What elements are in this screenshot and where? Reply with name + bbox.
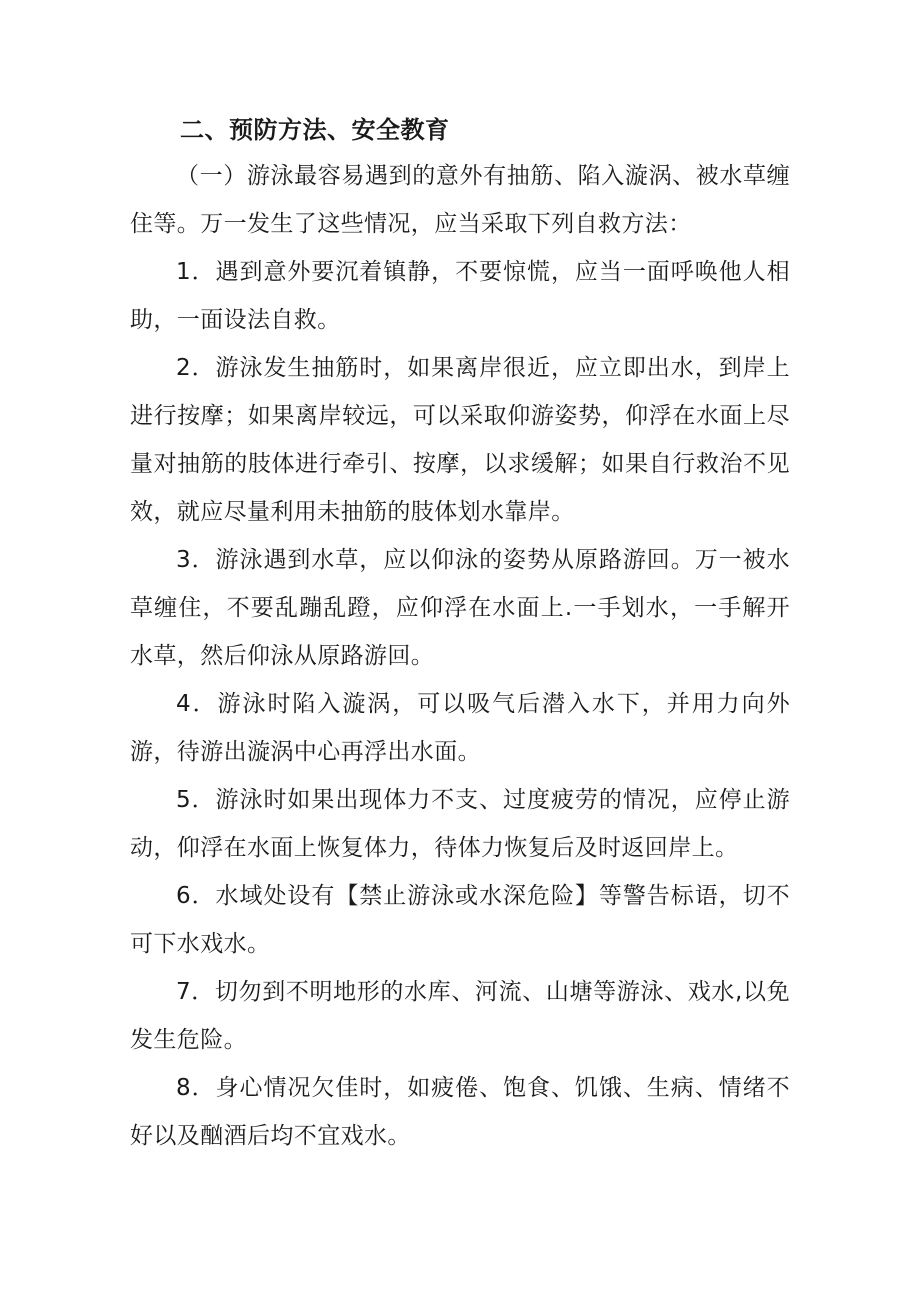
list-item: 5．游泳时如果出现体力不支、过度疲劳的情况，应停止游动，仰浮在水面上恢复体力，待体力恢复后及时返回岸上。 — [130, 787, 790, 861]
list-item: 6．水域处设有【禁止游泳或水深危险】等警告标语，切不可下水戏水。 — [130, 883, 790, 957]
intro-paragraph: （一）游泳最容易遇到的意外有抽筋、陷入漩涡、被水草缠住等。万一发生了这些情况，应当采取下列自救方法： — [130, 163, 790, 237]
list-item: 3．游泳遇到水草，应以仰泳的姿势从原路游回。万一被水草缠住，不要乱蹦乱蹬，应仰浮在水面上.一手划水，一手解开水草，然后仰泳从原路游回。 — [130, 547, 790, 669]
list-item: 8．身心情况欠佳时，如疲倦、饱食、饥饿、生病、情绪不好以及酗酒后均不宜戏水。 — [130, 1075, 790, 1149]
list-item: 2．游泳发生抽筋时，如果离岸很近，应立即出水，到岸上进行按摩；如果离岸较远，可以采取仰游姿势，仰浮在水面上尽量对抽筋的肢体进行牵引、按摩，以求缓解；如果自行救治不见效，就应尽量利用未抽筋的肢体划水靠岸。 — [130, 355, 790, 525]
list-item: 7．切勿到不明地形的水库、河流、山塘等游泳、戏水,以免发生危险。 — [130, 979, 790, 1053]
section-heading: 二、预防方法、安全教育 — [180, 116, 450, 144]
list-item: 4．游泳时陷入漩涡，可以吸气后潜入水下，并用力向外游，待游出漩涡中心再浮出水面。 — [130, 691, 790, 765]
list-item: 1．遇到意外要沉着镇静，不要惊慌，应当一面呼唤他人相助，一面设法自救。 — [130, 259, 790, 333]
